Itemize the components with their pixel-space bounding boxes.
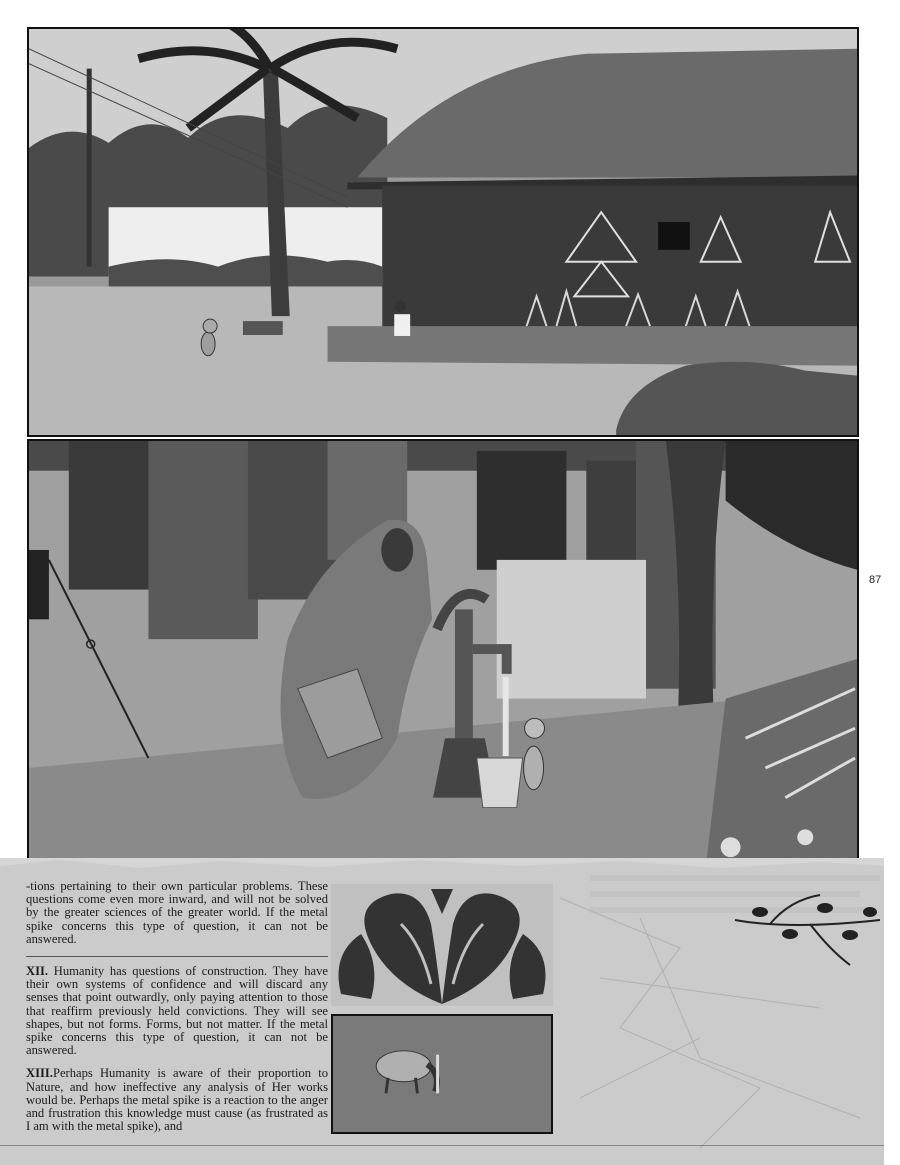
pig-illustration <box>333 1016 551 1132</box>
torn-paper-text-area <box>0 858 884 1165</box>
comic-panel-village <box>27 27 859 437</box>
bottom-rule <box>0 1145 884 1146</box>
floral-ornament <box>331 884 553 1006</box>
woman-hand-pump-illustration <box>29 441 857 867</box>
paragraph-continuation: -tions pertaining to their own particular problems. These questions come even more inward, and will not be solved by the greater sciences of the greater world. If the metal spike concerns this type of question, it can not be answered. <box>26 879 328 946</box>
berry-sprig-icon <box>730 890 882 970</box>
paragraph-xiii-text: Perhaps Humanity is aware of their proportion to Nature, and how ineffective any analysis of Her works would be. Perhaps the metal spike is a reaction to the anger and frustration this knowledge must cause (as frustrated as I am with the metal spike), and <box>26 1066 328 1134</box>
paragraph-xiii-number: XIII. <box>26 1066 53 1081</box>
paragraph-xii <box>26 965 328 1057</box>
leaf-ornament-icon <box>331 884 553 1006</box>
paragraph-xiii <box>26 1067 328 1133</box>
paragraph-xii-number: XII. <box>26 964 49 979</box>
comic-panel-hand-pump <box>27 439 859 869</box>
page-number: 87 <box>869 574 882 586</box>
paragraph-xii-text: Humanity has questions of construction. They have their own systems of confidence and will discard any senses that point outwardly, only paying attention to those that reaffirm previously held convictions. They will see shapes, but not forms. Forms, but not matter. If the metal spike concerns this type of question, it can not be answered. <box>26 964 328 1058</box>
body-text-column <box>26 880 328 1143</box>
inset-animal-illustration <box>331 1014 553 1134</box>
village-hut-illustration <box>29 29 857 435</box>
text-divider <box>26 956 328 957</box>
